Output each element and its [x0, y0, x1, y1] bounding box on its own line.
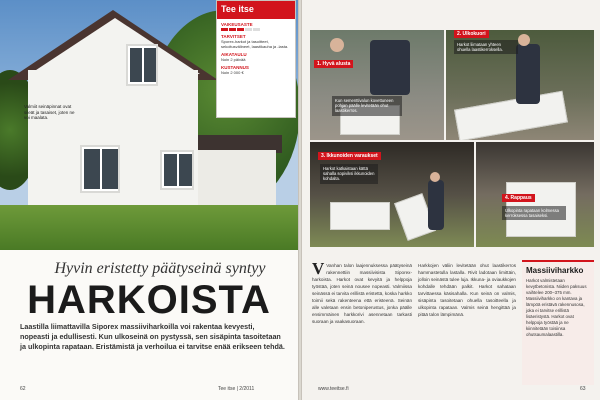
- body-text-1: Vanhan talon laajennuksessa päätyseinä rakennettiin massiivisista Siporex-harkoista. Harkot ovat kevyitä ja helppoja työstää, joten seinä nousee nopeasti. Valmiissa seinässä ei tarvita erillistä eristettä, koska harkko toimii sekä rakenteena että eristeenä. Seinän alle valetaan ensin betoniperustus, jonka päälle ensimmäinen harkkorivi asennetaan tarkasti suoraan ja vaakasuoraan.: [312, 263, 412, 324]
- gutter: [298, 0, 302, 400]
- schedule-row: [217, 52, 295, 62]
- body-text-2: Harkkojen väliin levitetään ohut laastikerros hammastetulla lastalla. Rivit ladotaan limittäin, jolloin seinästä tulee luja. Ikkuna- ja oviaukkojen kohdalle tehdään palkit. Harkot sahataan tarvittaessa käsisahalla. Kun seinä on valmis, sisäpinta tasoitetaan ohuella tasoitteella ja ulkopinta rapataan. Valmis seinä hengittää ja pitää talon lämpimänä.: [418, 263, 516, 317]
- step-label-1: 1. Hyvä alusta: [314, 60, 353, 68]
- info-sidebar: [522, 260, 594, 385]
- window: [80, 145, 120, 193]
- materials-label: TARVITSET: [221, 34, 246, 39]
- step-label-2: 2. Ulkokuori: [454, 30, 489, 38]
- sidebar-title: Massiiviharkko: [526, 266, 584, 275]
- window: [126, 44, 158, 86]
- drop-cap: V: [312, 259, 325, 278]
- cost-row: [217, 65, 295, 75]
- step-photo-2: [446, 30, 594, 140]
- page-number-right: 63: [580, 386, 586, 392]
- headline: HARKOISTA: [27, 278, 271, 322]
- step-label-4: 4. Rappaus: [502, 194, 535, 202]
- tee-itse-box: [216, 0, 296, 118]
- body-column-1: [312, 259, 412, 325]
- step-caption-3: Harkot katkaistaan kättä sahalla sopiviksi ikkunoiden kohdalta.: [320, 164, 378, 184]
- difficulty-label: VAIKEUSASTE: [221, 22, 253, 27]
- lawn: [0, 205, 298, 250]
- step-photo-1: [310, 30, 444, 140]
- tee-itse-header: Tee itse: [217, 1, 295, 19]
- step-label-3: 3. Ikkunoiden varaukset: [318, 152, 381, 160]
- cost-label: KUSTANNUS: [221, 65, 249, 70]
- website-footer: www.teeitse.fi: [318, 386, 349, 392]
- page-number-left: 62: [20, 386, 26, 392]
- lede: Laastilla liimattavilla Siporex massiiviharkoilla voi rakentaa kevyesti, nopeasti ja edullisesti. Kun ulkoseinä on pystyssä, sen sisäpinta tasoitetaan ja ulkopinta rapataan. Eristämistä ja verhoilua ei tarvitse enää erikseen tehdä.: [20, 322, 285, 351]
- step-caption-2: Harkot liimataan yhteen ohuella laastikerroksella.: [454, 40, 518, 54]
- difficulty-meter: [221, 28, 291, 31]
- body-column-2: [418, 262, 516, 318]
- cost-value: Noin 2 000 €: [221, 70, 244, 75]
- issue-info: Tee itse | 2/2011: [218, 386, 255, 392]
- sidebar-text: Harkot valmistetaan kevytbetonista. Niiden paksuus vaihtelee 200–375 mm. Massiiviharkko on kantava ja lämpöä eristävä rakennusosa, joka ei tarvitse erillistä lisäeristystä. Harkot ovat helppoja työstää ja ne kiinnitetään toisiinsa ohutsaumalaastilla.: [526, 278, 587, 337]
- gable: [30, 18, 200, 74]
- materials-row: [217, 34, 295, 49]
- left-page: [0, 0, 298, 400]
- schedule-label: AIKATAULU: [221, 52, 247, 57]
- photo-caption: Valmiit seinäpinnat ovat sileät ja tasaiset, joten ne voi maalata.: [24, 104, 75, 120]
- difficulty-row: [217, 22, 295, 31]
- window: [160, 150, 194, 190]
- step-photo-3: [310, 142, 474, 247]
- step-caption-4: Ulkopinta rapataan kolmessa kerroksessa tasaiseksi.: [502, 206, 566, 220]
- schedule-value: Noin 2 päivää: [221, 57, 246, 62]
- kicker: Hyvin eristetty päätyseinä syntyy: [54, 260, 266, 277]
- step-photo-4: [476, 142, 594, 247]
- materials-value: Sporex-harkot ja tasoitteet, sekoitusvälineet, laastikauha ja -lasta.: [221, 39, 289, 49]
- step-caption-1: Kun sementtivalun kovettuneen pohjan päälle levitetään ohut laastikerros.: [332, 96, 402, 116]
